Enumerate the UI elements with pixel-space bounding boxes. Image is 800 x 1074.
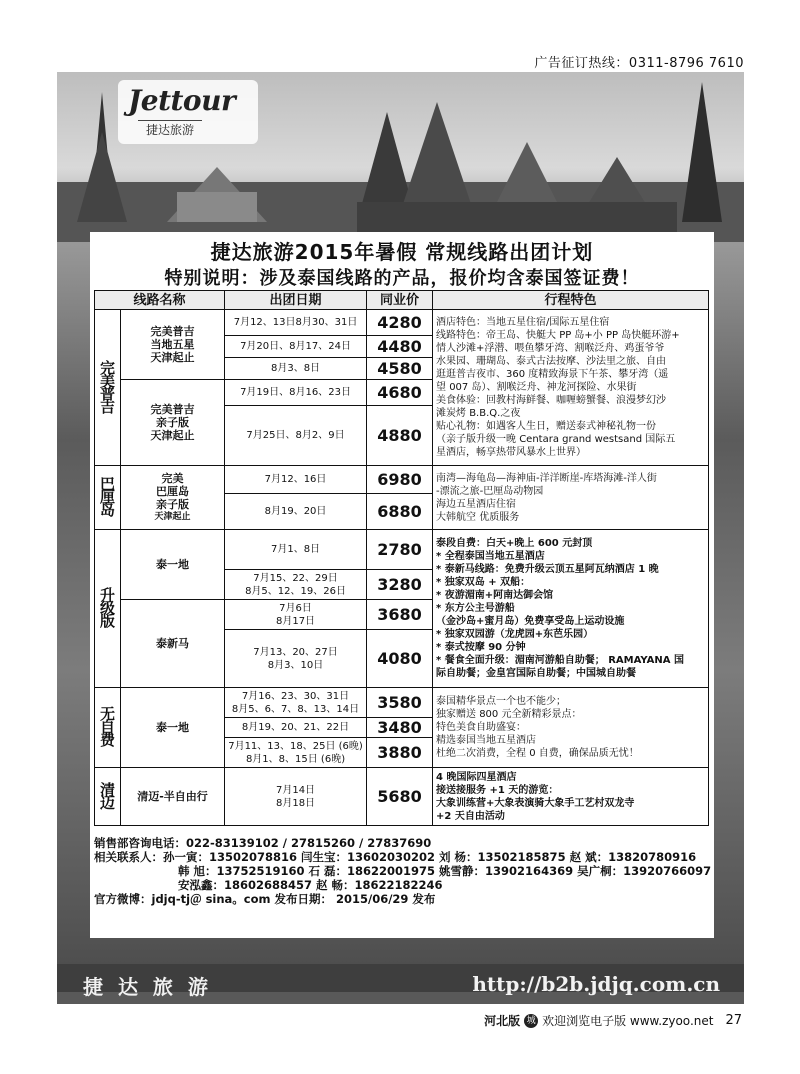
departure-date: 7月14日 8月18日 <box>225 768 367 826</box>
table-row <box>95 530 709 570</box>
group-label: 无 自 费 <box>95 688 121 768</box>
weibo-release-date: 官方微博：jdjq-tj＠ sina。com 发布日期： 2015/06/29 发布 <box>94 892 436 906</box>
header-route: 线路名称 <box>95 291 225 310</box>
route-name: 泰一地 <box>121 530 225 600</box>
edition-label: 河北版 <box>484 1014 521 1028</box>
page-title: 捷达旅游2015年暑假 常规线路出团计划 <box>210 240 594 264</box>
price: 3880 <box>367 738 433 768</box>
route-name: 清迈-半自由行 <box>121 768 225 826</box>
price: 3680 <box>367 600 433 630</box>
departure-date: 7月12、13日8月30、31日 <box>225 310 367 336</box>
departure-date: 7月6日 8月17日 <box>225 600 367 630</box>
departure-date: 8月19、20日 <box>225 494 367 530</box>
footer-url-link[interactable]: http://b2b.jdjq.com.cn <box>472 972 720 996</box>
departure-date: 7月13、20、27日 8月3、10日 <box>225 630 367 688</box>
price: 3480 <box>367 718 433 738</box>
price: 6880 <box>367 494 433 530</box>
price: 4480 <box>367 336 433 358</box>
contact-line: 韩 旭：13752519160 石 磊：18622001975 姚雪静：13902164369 吴广桐：13920766097 <box>178 864 712 878</box>
departure-date: 7月1、8日 <box>225 530 367 570</box>
group-label: 升 级 版 <box>95 530 121 688</box>
jettour-logo <box>118 80 258 144</box>
contact-line: 相关联系人：孙一寅：13502078816 闫生宝：13602030202 刘 杨：13502185875 赵 斌：13820780916 <box>94 850 697 864</box>
departure-date: 7月25日、8月2、9日 <box>225 406 367 466</box>
departure-date: 8月3、8日 <box>225 358 367 380</box>
price: 3280 <box>367 570 433 600</box>
table-row <box>95 310 709 336</box>
features-puji: 酒店特色：当地五星住宿/国际五星住宿 线路特色：帝王岛、快艇大 PP 岛+小 PP 岛快艇环游+ 情人沙滩+浮潜、喂鱼攀牙湾、割喉泛舟、鸡蛋爷爷 水果园、珊瑚岛、泰式古法按摩、沙法里之旅、自由 逛逛普吉夜市、360 度精致海景下午茶、攀牙湾（遥 望 007 岛）、割喉泛舟、神龙河探险、水果街 美食体验：回教村海鲜餐、咖喱螃蟹餐、浪漫梦幻沙 滩炭烤 B.B.Q.之夜 贴心礼物：如遇客人生日，赠送泰式神秘礼物一份 （亲子版升级一晚 Centara grand westsand 国际五 星酒店，畅享热带风暴水上世界） <box>433 310 709 466</box>
table-row <box>95 768 709 826</box>
price: 4280 <box>367 310 433 336</box>
footer-band <box>57 964 744 1004</box>
departure-date: 7月12、16日 <box>225 466 367 494</box>
table-row <box>95 466 709 494</box>
page-footer <box>484 1012 742 1029</box>
browse-link[interactable]: 欢迎浏览电子版 www.zyoo.net <box>542 1014 714 1028</box>
visa-notice: 特别说明：涉及泰国线路的产品，报价均含泰国签证费！ <box>164 268 640 289</box>
group-label: 清 迈 <box>95 768 121 826</box>
price: 6980 <box>367 466 433 494</box>
features-nofee: 泰国精华景点一个也不能少； 独家赠送 800 元全新精彩景点： 特色美食自助盛宴： 精选泰国当地五星酒店 杜绝二次消费，全程 0 自费，确保品质无忧！ <box>433 688 709 768</box>
logo-brand: Jettour <box>128 84 236 117</box>
group-label: 巴 厘 岛 <box>95 466 121 530</box>
route-name: 完美普吉 当地五星 天津起止 <box>121 310 225 380</box>
page-number: 27 <box>725 1013 742 1028</box>
ad-hotline: 广告征订热线：0311-8796 7610 <box>534 56 744 71</box>
features-chiangmai: 4 晚国际四星酒店 接送接服务 +1 天的游览： 大象训练营+大象表演骑大象手工艺村双龙寺 +2 天自由活动 <box>433 768 709 826</box>
price: 3580 <box>367 688 433 718</box>
route-name: 泰新马 <box>121 600 225 688</box>
route-name: 完美普吉 亲子版 天津起止 <box>121 380 225 466</box>
tour-schedule-table <box>94 290 709 826</box>
departure-date: 7月19日、8月16、23日 <box>225 380 367 406</box>
sales-phone: 销售部咨询电话：022-83139102 / 27815260 / 27837690 <box>94 836 432 850</box>
contact-block <box>94 836 712 906</box>
price: 4580 <box>367 358 433 380</box>
logo-subtitle: 捷达旅游 <box>138 120 202 138</box>
header-price: 同业价 <box>367 291 433 310</box>
table-row <box>95 688 709 718</box>
features-bali: 南湾—海龟岛—海神庙-洋洋断崖-库塔海滩-洋人街 -漂流之旅-巴厘岛动物园 海边五星酒店住宿 大韩航空 优质服务 <box>433 466 709 530</box>
route-name: 完美 巴厘岛 亲子版 天津起止 <box>121 466 225 530</box>
departure-date: 7月15、22、29日 8月5、12、19、26日 <box>225 570 367 600</box>
departure-date: 7月16、23、30、31日 8月5、6、7、8、13、14日 <box>225 688 367 718</box>
departure-date: 7月20日、8月17、24日 <box>225 336 367 358</box>
departure-date: 7月11、13、18、25日 (6晚) 8月1、8、15日 (6晚) <box>225 738 367 768</box>
price: 4880 <box>367 406 433 466</box>
city-badge-icon: 城 <box>524 1014 538 1028</box>
table-header-row <box>95 291 709 310</box>
price: 2780 <box>367 530 433 570</box>
group-label: 完 美 普 吉 <box>95 310 121 466</box>
contact-line: 安泓鑫：18602688457 赵 畅：18622182246 <box>178 878 443 892</box>
header-date: 出团日期 <box>225 291 367 310</box>
departure-date: 8月19、20、21、22日 <box>225 718 367 738</box>
route-name: 泰一地 <box>121 688 225 768</box>
header-features: 行程特色 <box>433 291 709 310</box>
schedule-panel <box>90 232 714 938</box>
price: 4680 <box>367 380 433 406</box>
footer-brand: 捷 达 旅 游 <box>83 975 212 999</box>
price: 5680 <box>367 768 433 826</box>
features-upgrade: 泰段自费：白天+晚上 600 元封顶 * 全程泰国当地五星酒店 * 泰新马线路：免费升级云顶五星阿瓦纳酒店 1 晚 * 独家双岛 + 双船： * 夜游湄南+阿南达御会馆 * 东方公主号游船 （金沙岛+蜜月岛）免费享受岛上运动设施 * 独家双园游（龙虎园+东芭乐园） * 泰式按摩 90 分钟 * 餐食全面升级：湄南河游船自助餐； RAMAYANA 国 际自助餐；金皇宫国际自助餐；中国城自助餐 <box>433 530 709 688</box>
price: 4080 <box>367 630 433 688</box>
